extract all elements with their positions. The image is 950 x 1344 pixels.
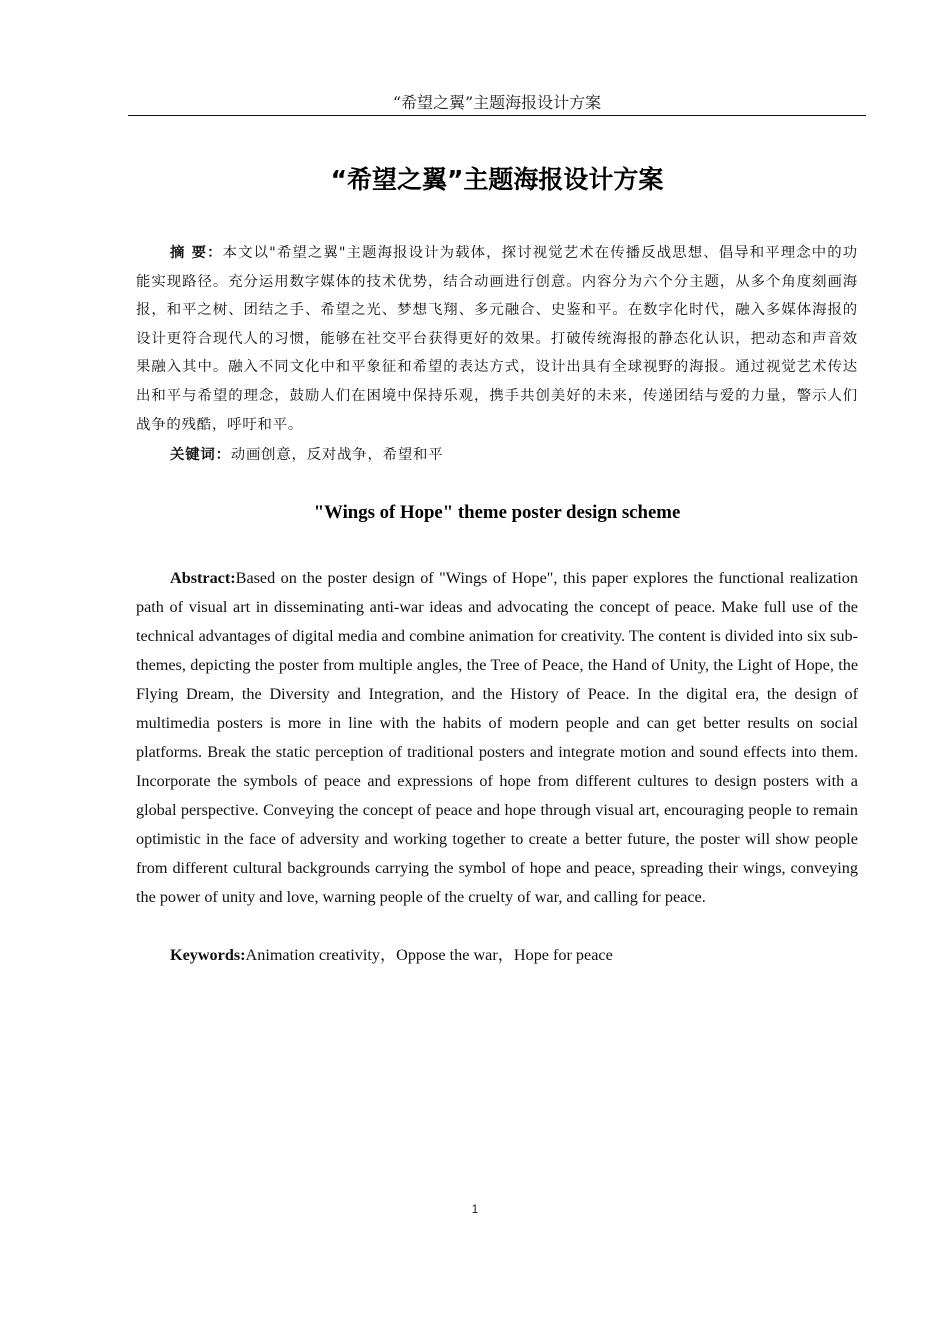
chinese-keywords xyxy=(170,441,858,469)
chinese-keywords-text: 动画创意，反对战争，希望和平 xyxy=(230,447,444,463)
chinese-keywords-label: 关键词： xyxy=(170,447,231,463)
chinese-abstract-text: 本文以"希望之翼"主题海报设计为载体，探讨视觉艺术在传播反战思想、倡导和平理念中的功能实现路径。充分运用数字媒体的技术优势，结合动画进行创意。内容分为六个分主题，从多个角度刻画海报，和平之树、团结之手、希望之光、梦想飞翔、多元融合、史鉴和平。在数字化时代，融入多媒体海报的设计更符合现代人的习惯，能够在社交平台获得更好的效果。打破传统海报的静态化认识，把动态和声音效果融入其中。融入不同文化中和平象征和希望的表达方式，设计出具有全球视野的海报。通过视觉艺术传达出和平与希望的理念，鼓励人们在困境中保持乐观，携手共创美好的未来，传递团结与爱的力量，警示人们战争的残酷，呼吁和平。 xyxy=(136,245,858,433)
english-keywords xyxy=(170,941,858,970)
header-rule xyxy=(128,115,866,116)
english-keywords-label: Keywords: xyxy=(170,946,246,964)
english-abstract-text: Based on the poster design of "Wings of Hope", this paper explores the functional realization path of visual art in disseminating anti-war ideas and advocating the concept of peace. Make full use of the technical advantages of digital media and combine animation for creativity. The content is divided into six sub-themes, depicting the poster from multiple angles, the Tree of Peace, the Hand of Unity, the Light of Hope, the Flying Dream, the Diversity and Integration, and the History of Peace. In the digital era, the design of multimedia posters is more in line with the habits of modern people and can get better results on social platforms. Break the static perception of traditional posters and integrate motion and sound effects into them. Incorporate the symbols of peace and expressions of hope from different cultures to design posters with a global perspective. Conveying the concept of peace and hope through visual art, encouraging people to remain optimistic in the face of adversity and working together to create a better future, the poster will show people from different cultural backgrounds carrying the symbol of hope and peace, spreading their wings, conveying the power of unity and love, warning people of the cruelty of war, and calling for peace. xyxy=(136,569,858,906)
chinese-abstract-label: 摘 要： xyxy=(170,245,223,261)
chinese-title: “希望之翼”主题海报设计方案 xyxy=(330,165,664,194)
running-header: “希望之翼”主题海报设计方案 xyxy=(392,93,602,112)
chinese-abstract xyxy=(136,239,858,439)
english-keywords-text: Animation creativity，Oppose the war，Hope for peace xyxy=(245,946,613,964)
english-abstract xyxy=(136,564,858,912)
english-title: "Wings of Hope" theme poster design scheme xyxy=(313,502,681,523)
page-number: 1 xyxy=(471,1202,479,1216)
english-abstract-label: Abstract: xyxy=(170,569,236,587)
